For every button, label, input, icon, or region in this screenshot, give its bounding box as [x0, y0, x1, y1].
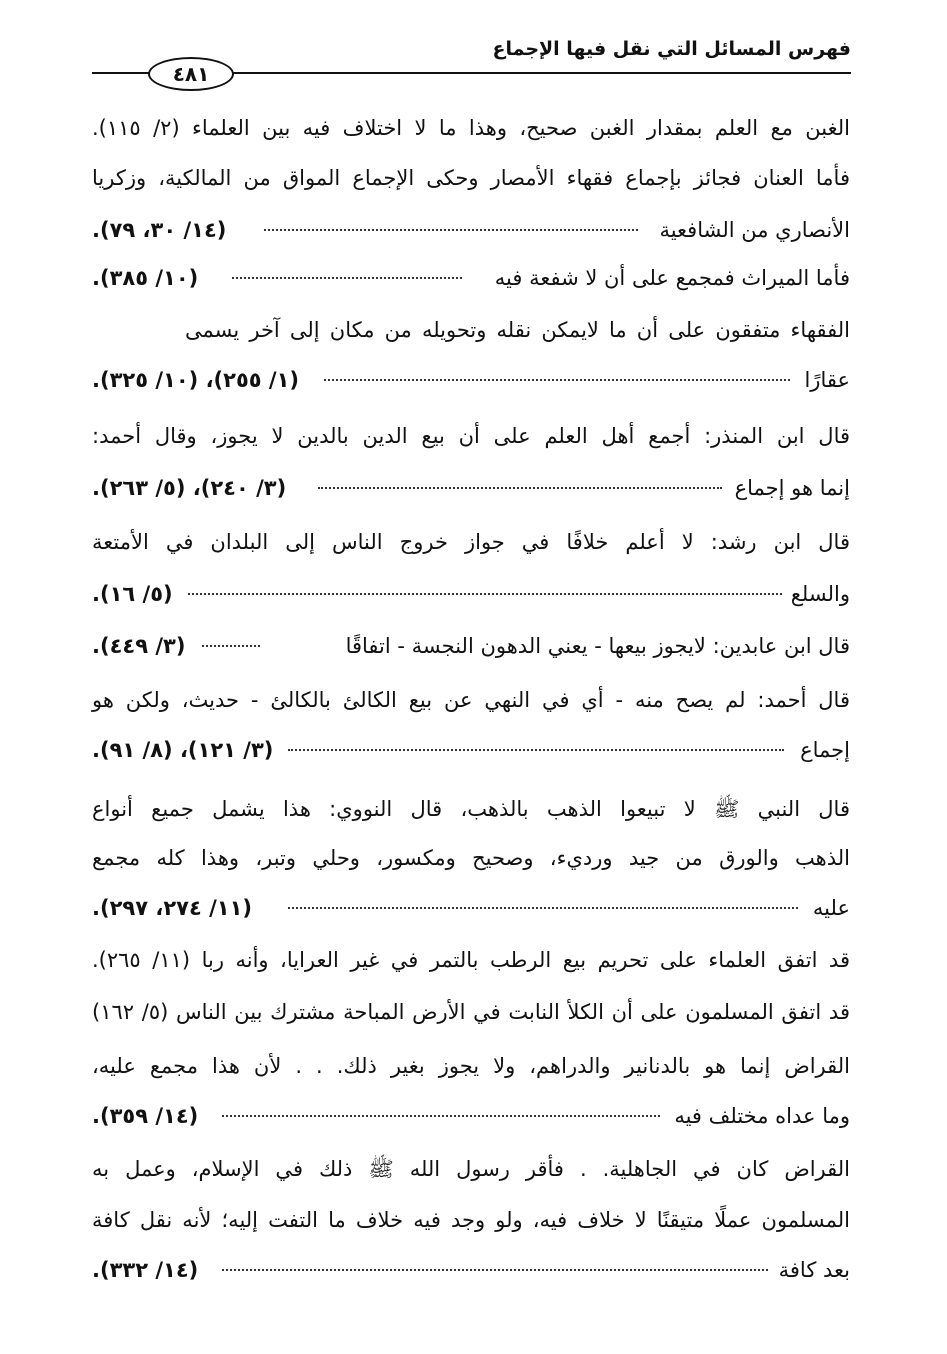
leader-dots: [288, 749, 784, 751]
entry-text: بعد كافة: [778, 1258, 850, 1282]
index-entry: [92, 738, 850, 768]
entry-text: عليه: [812, 896, 850, 920]
text-line: قال ابن رشد: لا أعلم خلافًا في جواز خروج الناس إلى البلدان في الأمتعة: [92, 530, 850, 554]
entry-reference: (١١/ ٢٧٤، ٢٩٧).: [92, 896, 253, 920]
index-entry: [92, 1258, 850, 1288]
leader-dots: [202, 645, 260, 647]
entry-text: قال ابن عابدين: لايجوز بيعها - يعني الدهون النجسة - اتفاقًا: [345, 634, 850, 658]
leader-dots: [222, 1269, 768, 1271]
text-line: قد اتفق العلماء على تحريم بيع الرطب بالتمر في غير العرايا، وأنه ربا (١١/ ٢٦٥).: [92, 948, 850, 972]
index-entry: [92, 896, 850, 926]
index-entry: [92, 476, 850, 506]
text-line: الفقهاء متفقون على أن ما لايمكن نقله وتحويله من مكان إلى آخر يسمى: [185, 318, 850, 342]
entry-reference: (٣/ ٤٤٩).: [92, 634, 186, 658]
entry-reference: (٥/ ١٦).: [92, 582, 173, 606]
entry-reference: (١٠/ ٣٨٥).: [92, 266, 199, 290]
text-line: فأما العنان فجائز بإجماع فقهاء الأمصار وحكى الإجماع المواق من المالكية، وزكريا: [92, 166, 850, 190]
entry-text: عقارًا: [804, 368, 850, 392]
index-entry: [92, 218, 850, 248]
index-entry: [92, 634, 850, 664]
leader-dots: [324, 379, 790, 381]
entry-reference: (١٤/ ٣٣٢).: [92, 1258, 199, 1282]
text-line: القراض كان في الجاهلية. . فأقر رسول الله ﷺ ذلك في الإسلام، وعمل به: [92, 1157, 850, 1181]
leader-dots: [188, 593, 782, 595]
entry-reference: (١/ ٢٥٥)، (١٠/ ٣٢٥).: [92, 368, 300, 392]
entry-reference: (٣/ ١٢١)، (٨/ ٩١).: [92, 738, 274, 762]
index-entry: [92, 368, 850, 398]
entry-text: فأما الميراث فمجمع على أن لا شفعة فيه: [494, 266, 850, 290]
entry-text: الأنصاري من الشافعية: [659, 218, 850, 242]
leader-dots: [232, 277, 462, 279]
text-line: القراض إنما هو بالدنانير والدراهم، ولا يجوز بغير ذلك. . . لأن هذا مجمع عليه،: [92, 1054, 850, 1078]
leader-dots: [288, 907, 798, 909]
index-entry: [92, 1104, 850, 1134]
text-line: الذهب والورق من جيد ورديء، وصحيح ومكسور، وحلي وتبر، وهذا كله مجمع: [92, 846, 850, 870]
entry-text: والسلع: [790, 582, 850, 606]
running-header-title: فهرس المسائل التي نقل فيها الإجماع: [492, 38, 851, 60]
index-entry: [92, 582, 850, 612]
leader-dots: [264, 229, 638, 231]
text-line: المسلمون عملًا متيقنًا لا خلاف فيه، ولو وجد فيه خلاف ما التفت إليه؛ لأنه نقل كافة: [92, 1208, 850, 1232]
entry-reference: (٣/ ٢٤٠)، (٥/ ٢٦٣).: [92, 476, 287, 500]
leader-dots: [222, 1115, 660, 1117]
text-line: قال ابن المنذر: أجمع أهل العلم على أن بيع الدين بالدين لا يجوز، وقال أحمد:: [92, 424, 850, 448]
text-line: قد اتفق المسلمون على أن الكلأ النابت في الأرض المباحة مشترك بين الناس (٥/ ١٦٢): [92, 1000, 850, 1024]
text-line: قال النبي ﷺ لا تبيعوا الذهب بالذهب، قال النووي: هذا يشمل جميع أنواع: [92, 797, 850, 821]
entry-reference: (١٤/ ٣٥٩).: [92, 1104, 199, 1128]
index-entry: [92, 266, 850, 296]
leader-dots: [318, 487, 722, 489]
text-line: الغبن مع العلم بمقدار الغبن صحيح، وهذا ما لا اختلاف فيه بين العلماء (٢/ ١١٥).: [92, 116, 850, 140]
entry-text: وما عداه مختلف فيه: [674, 1104, 850, 1128]
text-line: قال أحمد: لم يصح منه - أي في النهي عن بيع الكالئ بالكالئ - حديث، ولكن هو: [92, 688, 850, 712]
entry-text: إنما هو إجماع: [734, 476, 850, 500]
entry-text: إجماع: [800, 738, 850, 762]
page-number-badge: ٤٨١: [148, 57, 234, 91]
entry-reference: (١٤/ ٣٠، ٧٩).: [92, 218, 227, 242]
